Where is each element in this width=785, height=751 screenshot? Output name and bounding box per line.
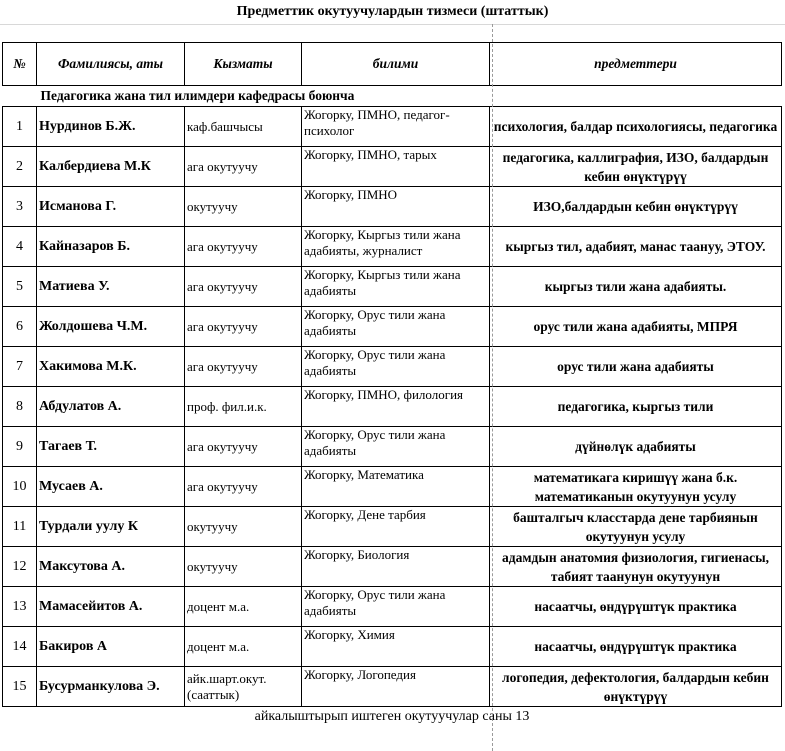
table-row (3, 467, 782, 507)
cell-name: Исманова Г. (37, 187, 185, 227)
cell-subjects: кыргыз тили жана адабияты. (490, 267, 782, 307)
table-row (3, 347, 782, 387)
header-divider (0, 24, 785, 25)
cell-position: каф.башчысы (185, 107, 302, 147)
cell-education: Жогорку, Химия (302, 627, 490, 667)
cell-subjects: математикага киришүү жана б.к. математиканын окутуунун усулу (490, 467, 782, 507)
cell-position: ага окутуучу (185, 427, 302, 467)
cell-education: Жогорку, ПМНО (302, 187, 490, 227)
cell-name: Калбердиева М.К (37, 147, 185, 187)
section-title: Педагогика жана тил илимдери кафедрасы боюнча (40, 88, 355, 103)
table-row (3, 587, 782, 627)
footer-row (3, 707, 782, 728)
cell-num: 3 (3, 187, 37, 227)
cell-education: Жогорку, Кыргыз тили жана адабияты (302, 267, 490, 307)
cell-num: 5 (3, 267, 37, 307)
cell-name: Максутова А. (37, 547, 185, 587)
cell-name: Хакимова М.К. (37, 347, 185, 387)
cell-num: 10 (3, 467, 37, 507)
cell-subjects: орус тили жана адабияты, МПРЯ (490, 307, 782, 347)
teachers-table (2, 42, 782, 727)
cell-num: 14 (3, 627, 37, 667)
cell-num: 2 (3, 147, 37, 187)
cell-name: Нурдинов Б.Ж. (37, 107, 185, 147)
cell-subjects: насаатчы, өндүрүштүк практика (490, 627, 782, 667)
cell-education: Жогорку, ПМНО, тарых (302, 147, 490, 187)
cell-education: Жогорку, Орус тили жана адабияты (302, 307, 490, 347)
cell-position: окутуучу (185, 187, 302, 227)
table-row (3, 427, 782, 467)
cell-position: окутуучу (185, 507, 302, 547)
document-title: Предметтик окутуучулардын тизмеси (штаттык) (236, 4, 549, 19)
cell-num: 4 (3, 227, 37, 267)
cell-position: ага окутуучу (185, 347, 302, 387)
cell-name: Матиева У. (37, 267, 185, 307)
cell-position: ага окутуучу (185, 227, 302, 267)
table-row (3, 307, 782, 347)
table-row (3, 227, 782, 267)
cell-position: айк.шарт.окут. (сааттык) (185, 667, 302, 707)
header-num: № (3, 43, 37, 86)
header-subjects: предметтери (490, 43, 782, 86)
cell-subjects: логопедия, дефектология, балдардын кебин өнүктүрүү (490, 667, 782, 707)
cell-num: 7 (3, 347, 37, 387)
table-row (3, 387, 782, 427)
cell-name: Тагаев Т. (37, 427, 185, 467)
cell-education: Жогорку, Логопедия (302, 667, 490, 707)
table-row (3, 147, 782, 187)
cell-position: ага окутуучу (185, 467, 302, 507)
table-row (3, 107, 782, 147)
header-position: Кызматы (185, 43, 302, 86)
cell-education: Жогорку, ПМНО, педагог-психолог (302, 107, 490, 147)
cell-education: Жогорку, Орус тили жана адабияты (302, 427, 490, 467)
cell-num: 15 (3, 667, 37, 707)
cell-education: Жогорку, ПМНО, филология (302, 387, 490, 427)
cell-name: Турдали уулу К (37, 507, 185, 547)
cell-num: 9 (3, 427, 37, 467)
cell-num: 12 (3, 547, 37, 587)
cell-subjects: педагогика, каллиграфия, ИЗО, балдардын кебин өнүктүрүү (490, 147, 782, 187)
table-row (3, 187, 782, 227)
cell-subjects: педагогика, кыргыз тили (490, 387, 782, 427)
cell-subjects: адамдын анатомия физиология, гигиенасы, табият таанунун окутуунун (490, 547, 782, 587)
cell-num: 13 (3, 587, 37, 627)
cell-num: 6 (3, 307, 37, 347)
cell-subjects: башталгыч класстарда дене тарбиянын окутуунун усулу (490, 507, 782, 547)
cell-subjects: ИЗО,балдардын кебин өнүктүрүү (490, 187, 782, 227)
cell-name: Бусурманкулова Э. (37, 667, 185, 707)
cell-name: Кайназаров Б. (37, 227, 185, 267)
footer-note: айкалыштырып иштеген окутуучулар саны 13 (254, 709, 530, 724)
cell-position: доцент м.а. (185, 587, 302, 627)
cell-education: Жогорку, Орус тили жана адабияты (302, 587, 490, 627)
table-row (3, 627, 782, 667)
cell-subjects: дүйнөлүк адабияты (490, 427, 782, 467)
table-header-row (3, 43, 782, 86)
cell-position: проф. фил.и.к. (185, 387, 302, 427)
cell-position: окутуучу (185, 547, 302, 587)
cell-num: 8 (3, 387, 37, 427)
cell-subjects: психология, балдар психологиясы, педагогика (490, 107, 782, 147)
cell-subjects: орус тили жана адабияты (490, 347, 782, 387)
cell-position: ага окутуучу (185, 267, 302, 307)
table-row (3, 547, 782, 587)
cell-position: доцент м.а. (185, 627, 302, 667)
table-row (3, 507, 782, 547)
cell-name: Бакиров А (37, 627, 185, 667)
table-row (3, 267, 782, 307)
table-row (3, 667, 782, 707)
page-break-line (492, 24, 493, 751)
cell-num: 1 (3, 107, 37, 147)
cell-education: Жогорку, Дене тарбия (302, 507, 490, 547)
cell-name: Жолдошева Ч.М. (37, 307, 185, 347)
cell-position: ага окутуучу (185, 147, 302, 187)
cell-subjects: насаатчы, өндүрүштүк практика (490, 587, 782, 627)
section-row (3, 86, 782, 107)
cell-education: Жогорку, Биология (302, 547, 490, 587)
cell-num: 11 (3, 507, 37, 547)
header-name: Фамилиясы, аты (37, 43, 185, 86)
cell-education: Жогорку, Математика (302, 467, 490, 507)
cell-position: ага окутуучу (185, 307, 302, 347)
cell-education: Жогорку, Орус тили жана адабияты (302, 347, 490, 387)
cell-subjects: кыргыз тил, адабият, манас таануу, ЭТОУ. (490, 227, 782, 267)
cell-name: Мамасейитов А. (37, 587, 185, 627)
cell-education: Жогорку, Кыргыз тили жана адабияты, журналист (302, 227, 490, 267)
header-education: билими (302, 43, 490, 86)
cell-name: Мусаев А. (37, 467, 185, 507)
cell-name: Абдулатов А. (37, 387, 185, 427)
